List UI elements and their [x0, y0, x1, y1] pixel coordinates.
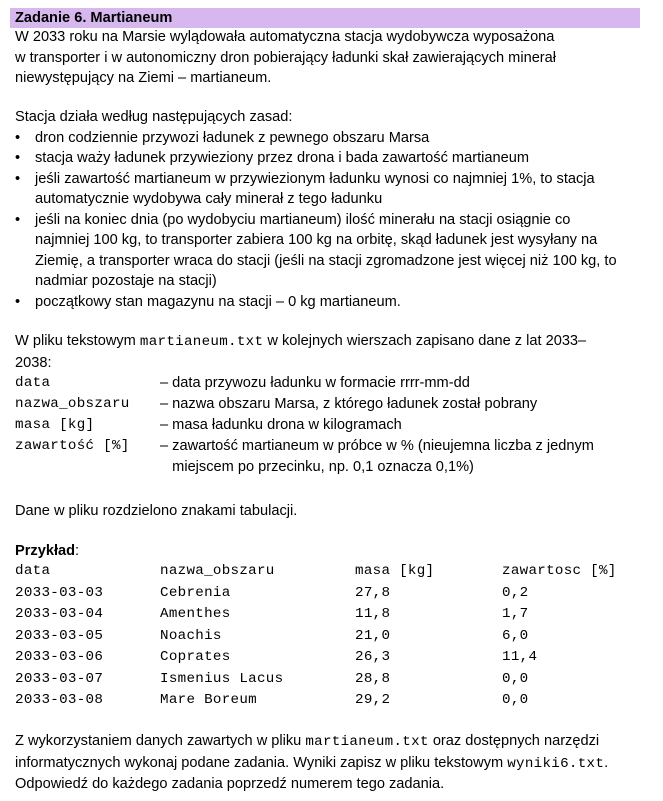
rules-section: [15, 107, 645, 312]
table-cell: 29,2: [355, 692, 391, 708]
bullet-icon: •: [15, 170, 21, 187]
example-heading: [15, 541, 645, 562]
rule-text: stacja waży ładunek przywieziony przez drona i bada zawartość martianeum: [35, 150, 529, 166]
field-definitions: [15, 373, 645, 478]
filename: martianeum.txt: [305, 734, 429, 750]
text-span: oraz dostępnych narzędzi: [428, 733, 600, 749]
rule-item: [15, 148, 645, 169]
table-header-row: [15, 561, 645, 583]
table-row: [15, 604, 645, 626]
column-header: zawartosc [%]: [502, 563, 617, 579]
intro-line: w transporter i w autonomiczny dron pobierający ładunki skał zawierających minerał: [15, 49, 557, 66]
closing-line: [15, 753, 645, 775]
rule-text: automatycznie wydobywa cały minerał z tego ładunku: [35, 191, 383, 207]
intro-paragraph: [15, 27, 645, 89]
table-cell: Amenthes: [160, 606, 231, 622]
example-colon: :: [75, 543, 80, 559]
table-row: [15, 690, 645, 712]
table-cell: 2033-03-05: [15, 627, 104, 644]
column-header: masa [kg]: [355, 563, 435, 579]
rule-item: [15, 210, 645, 292]
definition-row: [15, 436, 645, 478]
table-cell: Cebrenia: [160, 584, 231, 601]
file-description-line: 2038:: [15, 354, 52, 371]
rule-text: początkowy stan magazynu na stacji – 0 kg martianeum.: [35, 293, 401, 310]
table-cell: 21,0: [355, 627, 391, 644]
definition-row: [15, 373, 645, 394]
definition-desc: – data przywozu ładunku w formacie rrrr-mm-dd: [160, 375, 470, 391]
bullet-icon: •: [15, 150, 21, 166]
definition-row: [15, 394, 645, 415]
table-cell: 1,7: [502, 606, 529, 622]
rules-heading: Stacja działa według następujących zasad:: [15, 109, 293, 125]
table-cell: Ismenius Lacus: [160, 670, 284, 687]
filename: wyniki6.txt: [507, 755, 605, 772]
table-cell: 11,8: [355, 606, 391, 622]
table-row: [15, 626, 645, 648]
table-cell: Coprates: [160, 649, 231, 665]
file-description: [15, 331, 645, 373]
file-description-line: [15, 331, 645, 353]
table-cell: 6,0: [502, 627, 529, 644]
intro-line: W 2033 roku na Marsie wylądowała automatyczna stacja wydobywcza wyposażona: [15, 29, 555, 45]
table-cell: 2033-03-07: [15, 670, 104, 687]
task-title: Zadanie 6. Martianeum: [10, 8, 640, 28]
rule-text: Ziemię, a transporter wraca do stacji (jeśli na stacji zgromadzone jest więcej niż 100 kg, to: [35, 252, 617, 269]
rule-text: dron codziennie przywozi ładunek z pewnego obszaru Marsa: [35, 129, 430, 146]
tab-note: Dane w pliku rozdzielono znakami tabulacji.: [15, 503, 298, 519]
table-cell: 0,0: [502, 670, 529, 687]
filename: martianeum.txt: [139, 334, 264, 350]
rule-text: nadmiar pozostaje na stacji): [35, 273, 217, 289]
table-cell: 0,2: [502, 584, 529, 601]
table-cell: 2033-03-06: [15, 649, 104, 665]
rule-item: [15, 169, 645, 210]
definition-desc-line: – zawartość martianeum w próbce w % (nieujemna liczba z jednym: [160, 438, 594, 454]
text-span: Z wykorzystaniem danych zawartych w pliku: [15, 733, 306, 749]
text-span: .: [604, 754, 609, 771]
definition-desc: [160, 436, 645, 477]
example-label: Przykład: [15, 543, 76, 559]
definition-term: nazwa_obszaru: [15, 396, 130, 412]
definition-term: masa [kg]: [15, 417, 95, 433]
table-cell: 11,4: [502, 649, 538, 665]
rule-item: [15, 292, 645, 313]
rule-text: jeśli na koniec dnia (po wydobyciu martianeum) ilość minerału na stacji osiągnie co: [35, 211, 571, 228]
rules-list: [15, 128, 645, 313]
rule-text: najmniej 100 kg, to transporter zabiera 100 kg na orbitę, skąd ładunek jest wysyłany na: [35, 232, 598, 248]
rule-item: [15, 128, 645, 149]
definition-desc-line: miejscem po przecinku, np. 0,1 oznacza 0,1%): [160, 458, 474, 475]
table-cell: 2033-03-08: [15, 692, 104, 708]
intro-line: niewystępujący na Ziemi – martianeum.: [15, 70, 272, 86]
column-header: nazwa_obszaru: [160, 563, 275, 579]
bullet-icon: •: [15, 211, 21, 228]
definition-desc: – nazwa obszaru Marsa, z którego ładunek został pobrany: [160, 396, 538, 412]
table-cell: 26,3: [355, 649, 391, 665]
example-table: [15, 561, 645, 712]
closing-paragraph: [15, 731, 645, 795]
closing-line: Odpowiedź do każdego zadania poprzedź numerem tego zadania.: [15, 776, 445, 792]
table-row: [15, 669, 645, 691]
definition-desc: – masa ładunku drona w kilogramach: [160, 417, 402, 433]
table-cell: Noachis: [160, 627, 222, 644]
text-span: informatycznych wykonaj podane zadania. Wyniki zapisz w pliku tekstowym: [15, 754, 508, 771]
table-cell: Mare Boreum: [160, 692, 257, 708]
text-span: W pliku tekstowym: [15, 333, 140, 349]
table-cell: 27,8: [355, 584, 391, 601]
definition-term: zawartość [%]: [15, 438, 130, 454]
text-span: w kolejnych wierszach zapisano dane z lat 2033–: [263, 333, 587, 349]
table-cell: 28,8: [355, 670, 391, 687]
column-header: data: [15, 563, 51, 579]
table-cell: 0,0: [502, 692, 529, 708]
bullet-icon: •: [15, 293, 21, 310]
table-cell: 2033-03-03: [15, 584, 104, 601]
table-row: [15, 583, 645, 605]
table-row: [15, 647, 645, 669]
rule-text: jeśli zawartość martianeum w przywiezionym ładunku wynosi co najmniej 1%, to stacja: [35, 170, 595, 187]
closing-line: [15, 731, 645, 753]
definition-term: data: [15, 375, 51, 391]
table-cell: 2033-03-04: [15, 606, 104, 622]
definition-row: [15, 415, 645, 436]
bullet-icon: •: [15, 129, 21, 146]
